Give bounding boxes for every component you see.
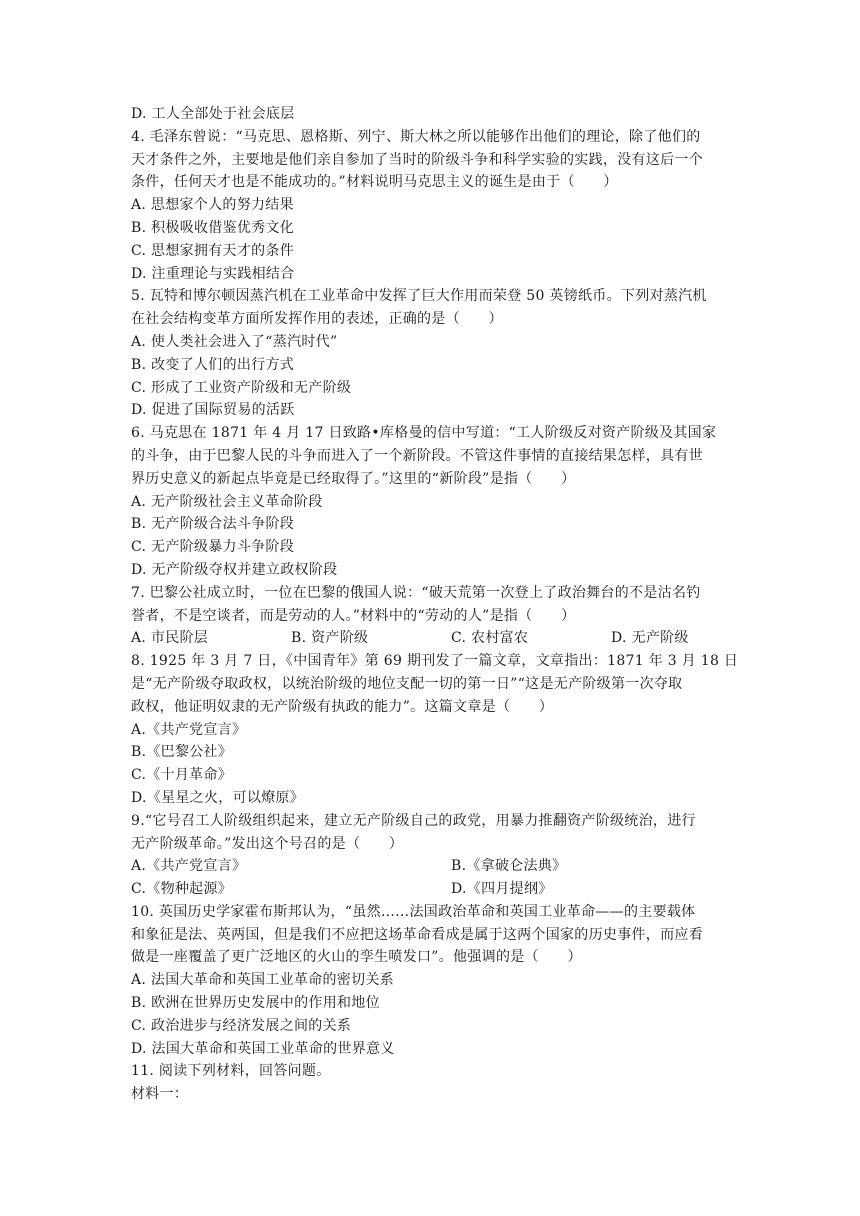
q4-option-d: D. 注重理论与实践相结合: [131, 265, 295, 282]
q10-option-b: B. 欧洲在世界历史发展中的作用和地位: [131, 995, 380, 1012]
q9-options-row-1: [131, 855, 731, 878]
q5-stem-line-2: 在社会结构变革方面所发挥作用的表述，正确的是（ ）: [131, 311, 503, 328]
q6-option-b: B. 无产阶级合法斗争阶段: [131, 516, 295, 533]
q9-stem-line-1: 9.“它号召工人阶级组织起来，建立无产阶级自己的政党，用暴力推翻资产阶级统治，进行: [131, 812, 696, 829]
q9-option-d: D.《四月提纲》: [451, 881, 553, 898]
q9-option-b: B.《拿破仑法典》: [451, 858, 567, 875]
q11-stem: 11. 阅读下列材料，回答问题。: [131, 1063, 331, 1080]
q7-option-c: C. 农村富农: [451, 630, 529, 647]
q5-option-b: B. 改变了人们的出行方式: [131, 356, 295, 373]
q10-stem-line-1: 10. 英国历史学家霍布斯邦认为，“虽然……法国政治革命和英国工业革命——的主要载体: [131, 903, 696, 920]
q8-stem-line-2: 是“无产阶级夺取政权，以统治阶级的地位支配一切的第一日”“这是无产阶级第一次夺取: [131, 675, 683, 692]
q8-option-b: B.《巴黎公社》: [131, 744, 233, 761]
q10-option-a: A. 法国大革命和英国工业革命的密切关系: [131, 972, 395, 989]
q4-option-c: C. 思想家拥有天才的条件: [131, 242, 295, 259]
q11-material-label: 材料一：: [131, 1086, 189, 1103]
q8-option-c: C.《十月革命》: [131, 767, 233, 784]
q7-options-row: [131, 627, 731, 650]
q4-stem-line-3: 条件，任何天才也是不能成功的。”材料说明马克思主义的诞生是由于（ ）: [131, 174, 618, 191]
q10-stem-line-2: 和象征是法、英两国，但是我们不应把这场革命看成是属于这两个国家的历史事件，而应看: [131, 926, 703, 943]
q6-option-d: D. 无产阶级夺权并建立政权阶段: [131, 561, 338, 578]
q4-stem-line-2: 天才条件之外，主要地是他们亲自参加了当时的阶级斗争和科学实验的实践，没有这后一个: [131, 151, 703, 168]
q5-option-c: C. 形成了工业资产阶级和无产阶级: [131, 379, 352, 396]
q7-option-d: D. 无产阶级: [611, 630, 689, 647]
q3-option-d: D. 工人全部处于社会底层: [131, 106, 295, 122]
q6-stem-line-1: 6. 马克思在 1871 年 4 月 17 日致路•库格曼的信中写道：“工人阶级反对资产阶级及其国家: [131, 425, 717, 442]
q7-stem-line-1: 7. 巴黎公社成立时，一位在巴黎的俄国人说：“破天荒第一次登上了政治舞台的不是沽名钓: [131, 584, 701, 601]
q8-stem-line-3: 政权，他证明奴隶的无产阶级有执政的能力”。这篇文章是（ ）: [131, 698, 554, 715]
q8-option-d: D.《星星之火，可以燎原》: [131, 789, 305, 806]
q6-stem-line-3: 界历史意义的新起点毕竟是已经取得了。”这里的“新阶段”是指（ ）: [131, 470, 576, 487]
q4-option-b: B. 积极吸收借鉴优秀文化: [131, 219, 295, 236]
q4-option-a: A. 思想家个人的努力结果: [131, 197, 294, 214]
q5-option-d: D. 促进了国际贸易的活跃: [131, 402, 295, 419]
q6-option-a: A. 无产阶级社会主义革命阶段: [131, 493, 323, 510]
q5-stem-line-1: 5. 瓦特和博尔顿因蒸汽机在工业革命中发挥了巨大作用而荣登 50 英镑纸币。下列对蒸汽机: [131, 288, 707, 305]
q9-options-row-2: [131, 878, 731, 901]
q4-stem-line-1: 4. 毛泽东曾说：“马克思、恩格斯、列宁、斯大林之所以能够作出他们的理论，除了他们的: [131, 128, 701, 145]
q6-stem-line-2: 的斗争，由于巴黎人民的斗争而进入了一个新阶段。不管这件事情的直接结果怎样，具有世: [131, 447, 703, 464]
q10-option-d: D. 法国大革命和英国工业革命的世界意义: [131, 1040, 395, 1057]
q6-option-c: C. 无产阶级暴力斗争阶段: [131, 539, 295, 556]
q5-option-a: A. 使人类社会进入了“蒸汽时代”: [131, 333, 338, 350]
q9-option-c: C.《物种起源》: [131, 881, 233, 898]
question-list: [131, 103, 739, 1106]
q9-stem-line-2: 无产阶级革命。”发出这个号召的是（ ）: [131, 835, 404, 852]
q9-option-a: A.《共产党宣言》: [131, 858, 247, 875]
q8-option-a: A.《共产党宣言》: [131, 721, 247, 738]
q7-stem-line-2: 誉者，不是空谈者，而是劳动的人。”材料中的“劳动的人”是指（ ）: [131, 607, 576, 624]
q7-option-b: B. 资产阶级: [291, 630, 369, 647]
q7-option-a: A. 市民阶层: [131, 630, 209, 647]
q10-option-c: C. 政治进步与经济发展之间的关系: [131, 1017, 352, 1034]
q10-stem-line-3: 做是一座覆盖了更广泛地区的火山的孪生喷发口”。他强调的是（ ）: [131, 949, 582, 966]
q8-stem-line-1: 8. 1925 年 3 月 7 日，《中国青年》第 69 期刊发了一篇文章，文章指出：1871 年 3 月 18 日: [131, 653, 739, 670]
